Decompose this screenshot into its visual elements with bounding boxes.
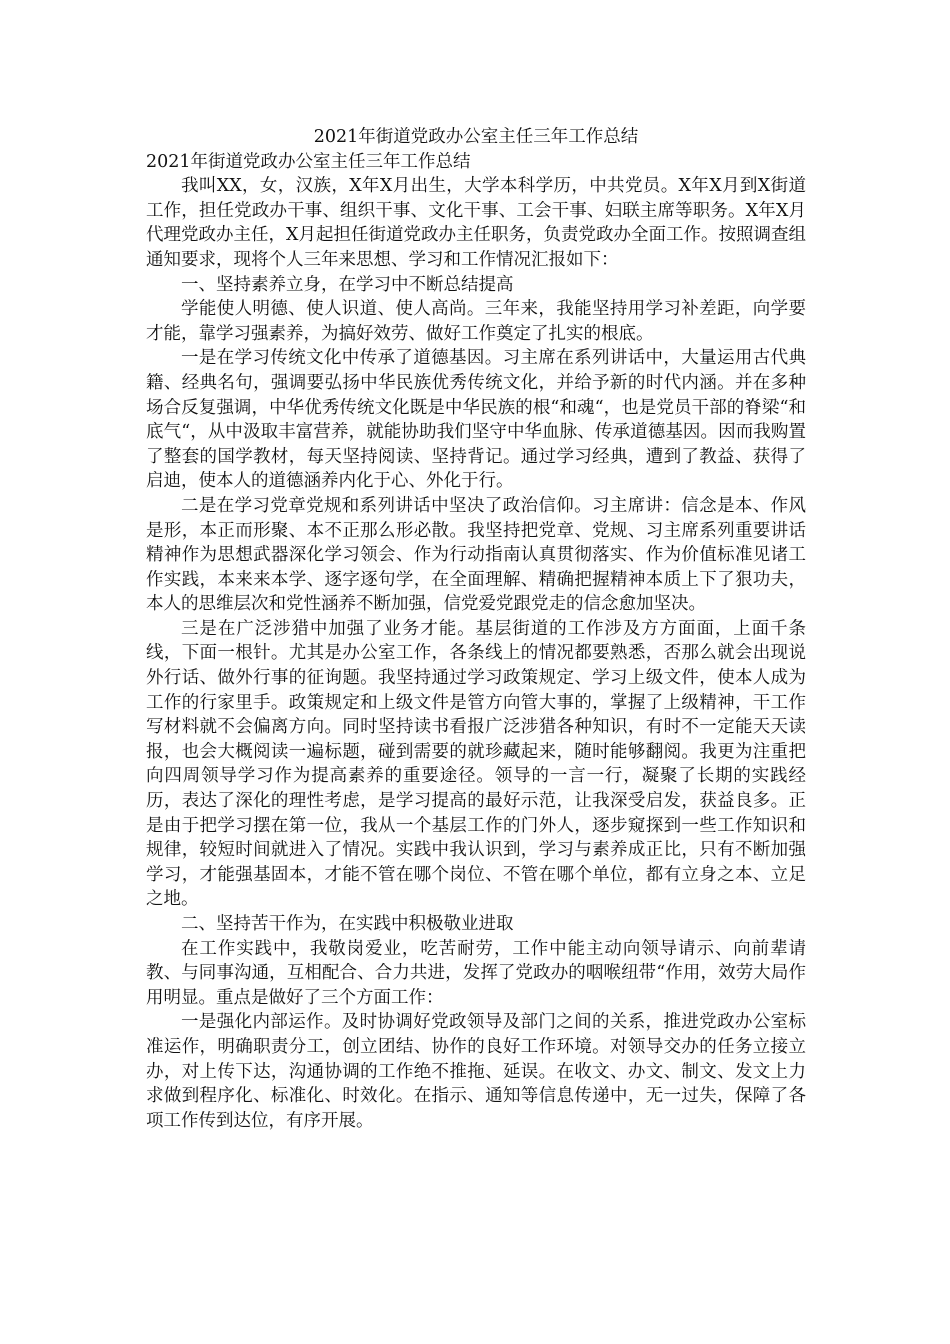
- paragraph-intro: 我叫XX，女，汉族，X年X月出生，大学本科学历，中共党员。X年X月到X街道工作，担任党政办干事、组织干事、文化干事、工会干事、妇联主席等职务。X年X月代理党政办主任，X月起担任街道党政办主任职务，负责党政办全面工作。按照调查组通知要求，现将个人三年来思想、学习和工作情况汇报如下：: [146, 176, 806, 270]
- paragraph: 在工作实践中，我敬岗爱业，吃苦耐劳，工作中能主动向领导请示、向前辈请教、与同事沟通，互相配合、合力共进，发挥了党政办的咽喉纽带“作用，效劳大局作用明显。重点是做好了三个方面工作：: [146, 938, 806, 1008]
- paragraph: 学能使人明德、使人识道、使人高尚。三年来，我能坚持用学习补差距，向学要才能，靠学习强素养，为搞好效劳、做好工作奠定了扎实的根底。: [146, 299, 806, 344]
- document-title: 2021年街道党政办公室主任三年工作总结: [313, 127, 639, 147]
- section-heading-2: 二、坚持苦干作为，在实践中积极敬业进取: [181, 914, 514, 934]
- paragraph: 一是在学习传统文化中传承了道德基因。习主席在系列讲话中，大量运用古代典籍、经典名句，强调要弘扬中华民族优秀传统文化，并给予新的时代内涵。并在多种场合反复强调，中华优秀传统文化既是中华民族的根“和魂“，也是党员干部的脊梁“和底气“，从中汲取丰富营养，就能协助我们坚守中华血脉、传承道德基因。因而我购置了整套的国学教材，每天坚持阅读、坚持背记。通过学习经典，遭到了教益、获得了启迪，使本人的道德涵养内化于心、外化于行。: [146, 348, 806, 492]
- paragraph: 三是在广泛涉猎中加强了业务才能。基层街道的工作涉及方方面面，上面千条线，下面一根针。尤其是办公室工作，各条线上的情况都要熟悉，否那么就会出现说外行话、做外行事的征询题。我坚持通过学习政策规定、学习上级文件，使本人成为工作的行家里手。政策规定和上级文件是管方向管大事的，掌握了上级精神，干工作写材料就不会偏离方向。同时坚持读书看报广泛涉猎各种知识，有时不一定能天天读报，也会大概阅读一遍标题，碰到需要的就珍藏起来，随时能够翻阅。我更为注重把向四周领导学习作为提高素养的重要途径。领导的一言一行，凝聚了长期的实践经历，表达了深化的理性考虑，是学习提高的最好示范，让我深受启发，获益良多。正是由于把学习摆在第一位，我从一个基层工作的门外人，逐步窥探到一些工作知识和规律，较短时间就进入了情况。实践中我认识到，学习与素养成正比，只有不断加强学习，才能强基固本，才能不管在哪个岗位、不管在哪个单位，都有立身之本、立足之地。: [146, 618, 806, 910]
- paragraph: 二是在学习党章党规和系列讲话中坚决了政治信仰。习主席讲：信念是本、作风是形，本正而形聚、本不正那么形必散。我坚持把党章、党规、习主席系列重要讲话精神作为思想武器深化学习领会、作为行动指南认真贯彻落实、作为价值标准见诸工作实践，本来来本学、逐字逐句学，在全面理解、精确把握精神本质上下了狠功夫，本人的思维层次和党性涵养不断加强，信党爱党跟党走的信念愈加坚决。: [146, 495, 806, 615]
- paragraph: 一是强化内部运作。及时协调好党政领导及部门之间的关系，推进党政办公室标准运作，明确职责分工，创立团结、协作的良好工作环境。对领导交办的任务立接立办，对上传下达，沟通协调的工作绝不推拖、延误。在收文、办文、制文、发文上力求做到程序化、标准化、时效化。在指示、通知等信息传递中，无一过失，保障了各项工作传到达位，有序开展。: [146, 1012, 806, 1131]
- document-body: [146, 125, 806, 1133]
- document-subtitle: 2021年街道党政办公室主任三年工作总结: [146, 151, 471, 172]
- section-heading-1: 一、坚持素养立身，在学习中不断总结提高: [181, 274, 514, 295]
